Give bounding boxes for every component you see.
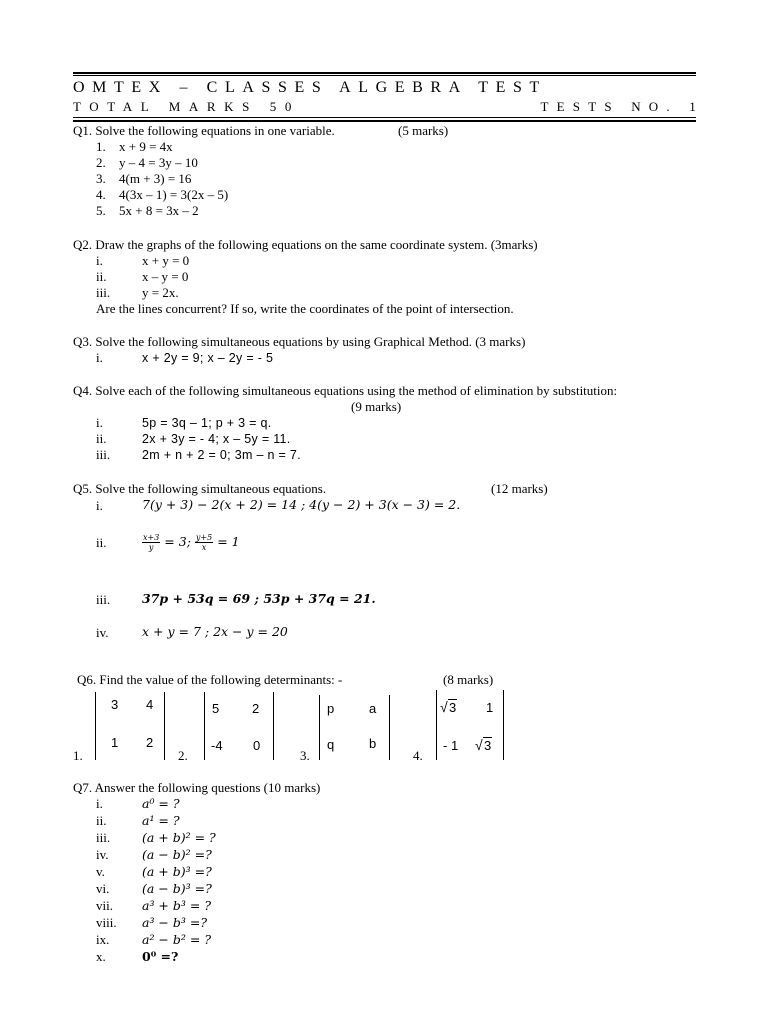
det-left-bar <box>95 692 96 760</box>
q7-item-equation: a¹ = ? <box>142 813 180 828</box>
q3-item-number: i. <box>96 350 103 365</box>
det-cell: 4 <box>146 697 154 712</box>
det-cell: -4 <box>211 738 223 753</box>
det-left-bar <box>204 692 205 760</box>
q5-item-number: iii. <box>96 592 111 607</box>
q7-item-number: x. <box>96 949 106 964</box>
q1-text: Q1. Solve the following equations in one variable. <box>73 123 335 138</box>
q2-item-equation: x – y = 0 <box>142 269 189 284</box>
det-cell: 1 <box>111 735 119 750</box>
q7-item-number: i. <box>96 796 103 811</box>
q5-item-equation: 37p + 53q = 69 ; 53p + 37q = 21. <box>142 591 376 606</box>
q7-item-number: ii. <box>96 813 107 828</box>
det-number: 1. <box>73 748 83 763</box>
q7-item-equation: a³ − b³ =? <box>142 915 208 930</box>
q4-item-number: ii. <box>96 431 107 446</box>
q1-marks: (5 marks) <box>398 123 449 138</box>
det-cell: 3 <box>111 697 119 712</box>
q4-item-equation: 2x + 3y = - 4; x – 5y = 11. <box>142 432 291 446</box>
q1-item-number: 3. <box>96 171 106 186</box>
q2-item-equation: y = 2x. <box>142 285 179 300</box>
q7-item-number: iii. <box>96 830 111 845</box>
q7-item-equation: 0⁰ =? <box>142 949 179 964</box>
header-bottom-rule <box>73 117 696 118</box>
q7-item-number: iv. <box>96 847 109 862</box>
q4-item-number: iii. <box>96 447 111 462</box>
det-right-bar <box>503 690 504 760</box>
q5-fraction-equation: $\frac{x+3}{y}$ = 3; $\frac{y+5}{x}$ = 1 <box>143 533 240 552</box>
det-left-bar <box>319 695 320 760</box>
header-subline <box>73 99 704 115</box>
det-cell: 0 <box>253 738 261 753</box>
q7-item-equation: (a + b)³ =? <box>142 864 212 879</box>
q7-item-equation: a⁰ = ? <box>142 796 180 811</box>
q2-item-number: ii. <box>96 269 107 284</box>
q7-item-equation: (a + b)² = ? <box>142 830 216 845</box>
q2-item-number: i. <box>96 253 103 268</box>
q5-item-number: iv. <box>96 625 109 640</box>
header-bottom-rule-thick <box>73 120 696 122</box>
q5-item-number: ii. <box>96 535 107 550</box>
det-cell-sqrt <box>476 738 492 753</box>
det-cell: 2 <box>146 735 154 750</box>
det-cell: - 1 <box>443 738 459 753</box>
det-right-bar <box>273 692 274 760</box>
q6-marks: (8 marks) <box>443 672 494 687</box>
q7-item-equation: (a − b)² =? <box>142 847 212 862</box>
test-title: OMTEX – CLASSES ALGEBRA TEST <box>73 79 547 96</box>
square-root-icon: √ 3 <box>476 738 492 753</box>
q1-item-equation: 4(m + 3) = 16 <box>119 171 192 186</box>
det-cell-sqrt <box>441 700 457 715</box>
q4-marks: (9 marks) <box>351 399 402 414</box>
q3-text: Q3. Solve the following simultaneous equations by using Graphical Method. (3 marks) <box>73 334 526 349</box>
det-cell: q <box>327 737 335 752</box>
test-number: TESTS NO. 1 <box>540 99 704 114</box>
q1-item-equation: 4(3x – 1) = 3(2x – 5) <box>119 187 229 202</box>
det-cell: 5 <box>212 701 220 716</box>
det-number: 3. <box>300 748 310 763</box>
det-number: 4. <box>413 748 423 763</box>
q7-item-number: ix. <box>96 932 110 947</box>
det-cell: p <box>327 701 335 716</box>
q6-text: Q6. Find the value of the following determinants: - <box>77 672 343 687</box>
q5-marks: (12 marks) <box>491 481 548 496</box>
q5-item-number: i. <box>96 498 103 513</box>
q2-item-equation: x + y = 0 <box>142 253 190 268</box>
q1-item-number: 2. <box>96 155 106 170</box>
det-cell: b <box>369 736 377 751</box>
q2-follow-up: Are the lines concurrent? If so, write the coordinates of the point of intersection. <box>96 301 514 316</box>
q7-item-equation: (a − b)³ =? <box>142 881 212 896</box>
square-root-icon: √ 3 <box>441 700 457 715</box>
q7-item-number: viii. <box>96 915 117 930</box>
det-right-bar <box>389 695 390 760</box>
q1-item-number: 4. <box>96 187 106 202</box>
q5-item-equation: 7(y + 3) − 2(x + 2) = 14 ; 4(y − 2) + 3(x − 3) = 2. <box>142 497 461 512</box>
q4-item-number: i. <box>96 415 103 430</box>
q1-item-number: 5. <box>96 203 106 218</box>
q1-item-equation: 5x + 8 = 3x – 2 <box>119 203 199 218</box>
q4-item-equation: 5p = 3q – 1; p + 3 = q. <box>142 416 272 430</box>
total-marks: TOTAL MARKS 50 <box>73 99 300 114</box>
q7-item-number: v. <box>96 864 105 879</box>
q5-text: Q5. Solve the following simultaneous equations. <box>73 481 327 496</box>
q3-item-equation: x + 2y = 9; x – 2y = - 5 <box>142 351 274 365</box>
q7-item-number: vi. <box>96 881 110 896</box>
q1-item-equation: x + 9 = 4x <box>119 139 173 154</box>
det-number: 2. <box>178 748 188 763</box>
fraction: $\frac{y+5}{x}$ <box>195 533 213 552</box>
q4-item-equation: 2m + n + 2 = 0; 3m – n = 7. <box>142 448 301 462</box>
q7-item-equation: a³ + b³ = ? <box>142 898 212 913</box>
det-right-bar <box>164 692 165 760</box>
header-top-rule-thin <box>73 75 696 76</box>
det-cell: a <box>369 701 377 716</box>
header-top-rule <box>73 72 696 74</box>
q7-item-number: vii. <box>96 898 113 913</box>
q7-item-equation: a² − b² = ? <box>142 932 212 947</box>
det-left-bar <box>436 690 437 760</box>
q7-text: Q7. Answer the following questions (10 marks) <box>73 780 321 795</box>
q1-item-equation: y – 4 = 3y – 10 <box>119 155 198 170</box>
q2-item-number: iii. <box>96 285 111 300</box>
q5-item-equation: x + y = 7 ; 2x − y = 20 <box>142 624 288 639</box>
fraction: $\frac{x+3}{y}$ <box>143 533 160 552</box>
q1-item-number: 1. <box>96 139 106 154</box>
q2-text: Q2. Draw the graphs of the following equations on the same coordinate system. (3marks) <box>73 237 538 252</box>
q4-text: Q4. Solve each of the following simultaneous equations using the method of elimination by substitution: <box>73 383 618 398</box>
det-cell: 1 <box>486 700 494 715</box>
det-cell: 2 <box>252 701 260 716</box>
